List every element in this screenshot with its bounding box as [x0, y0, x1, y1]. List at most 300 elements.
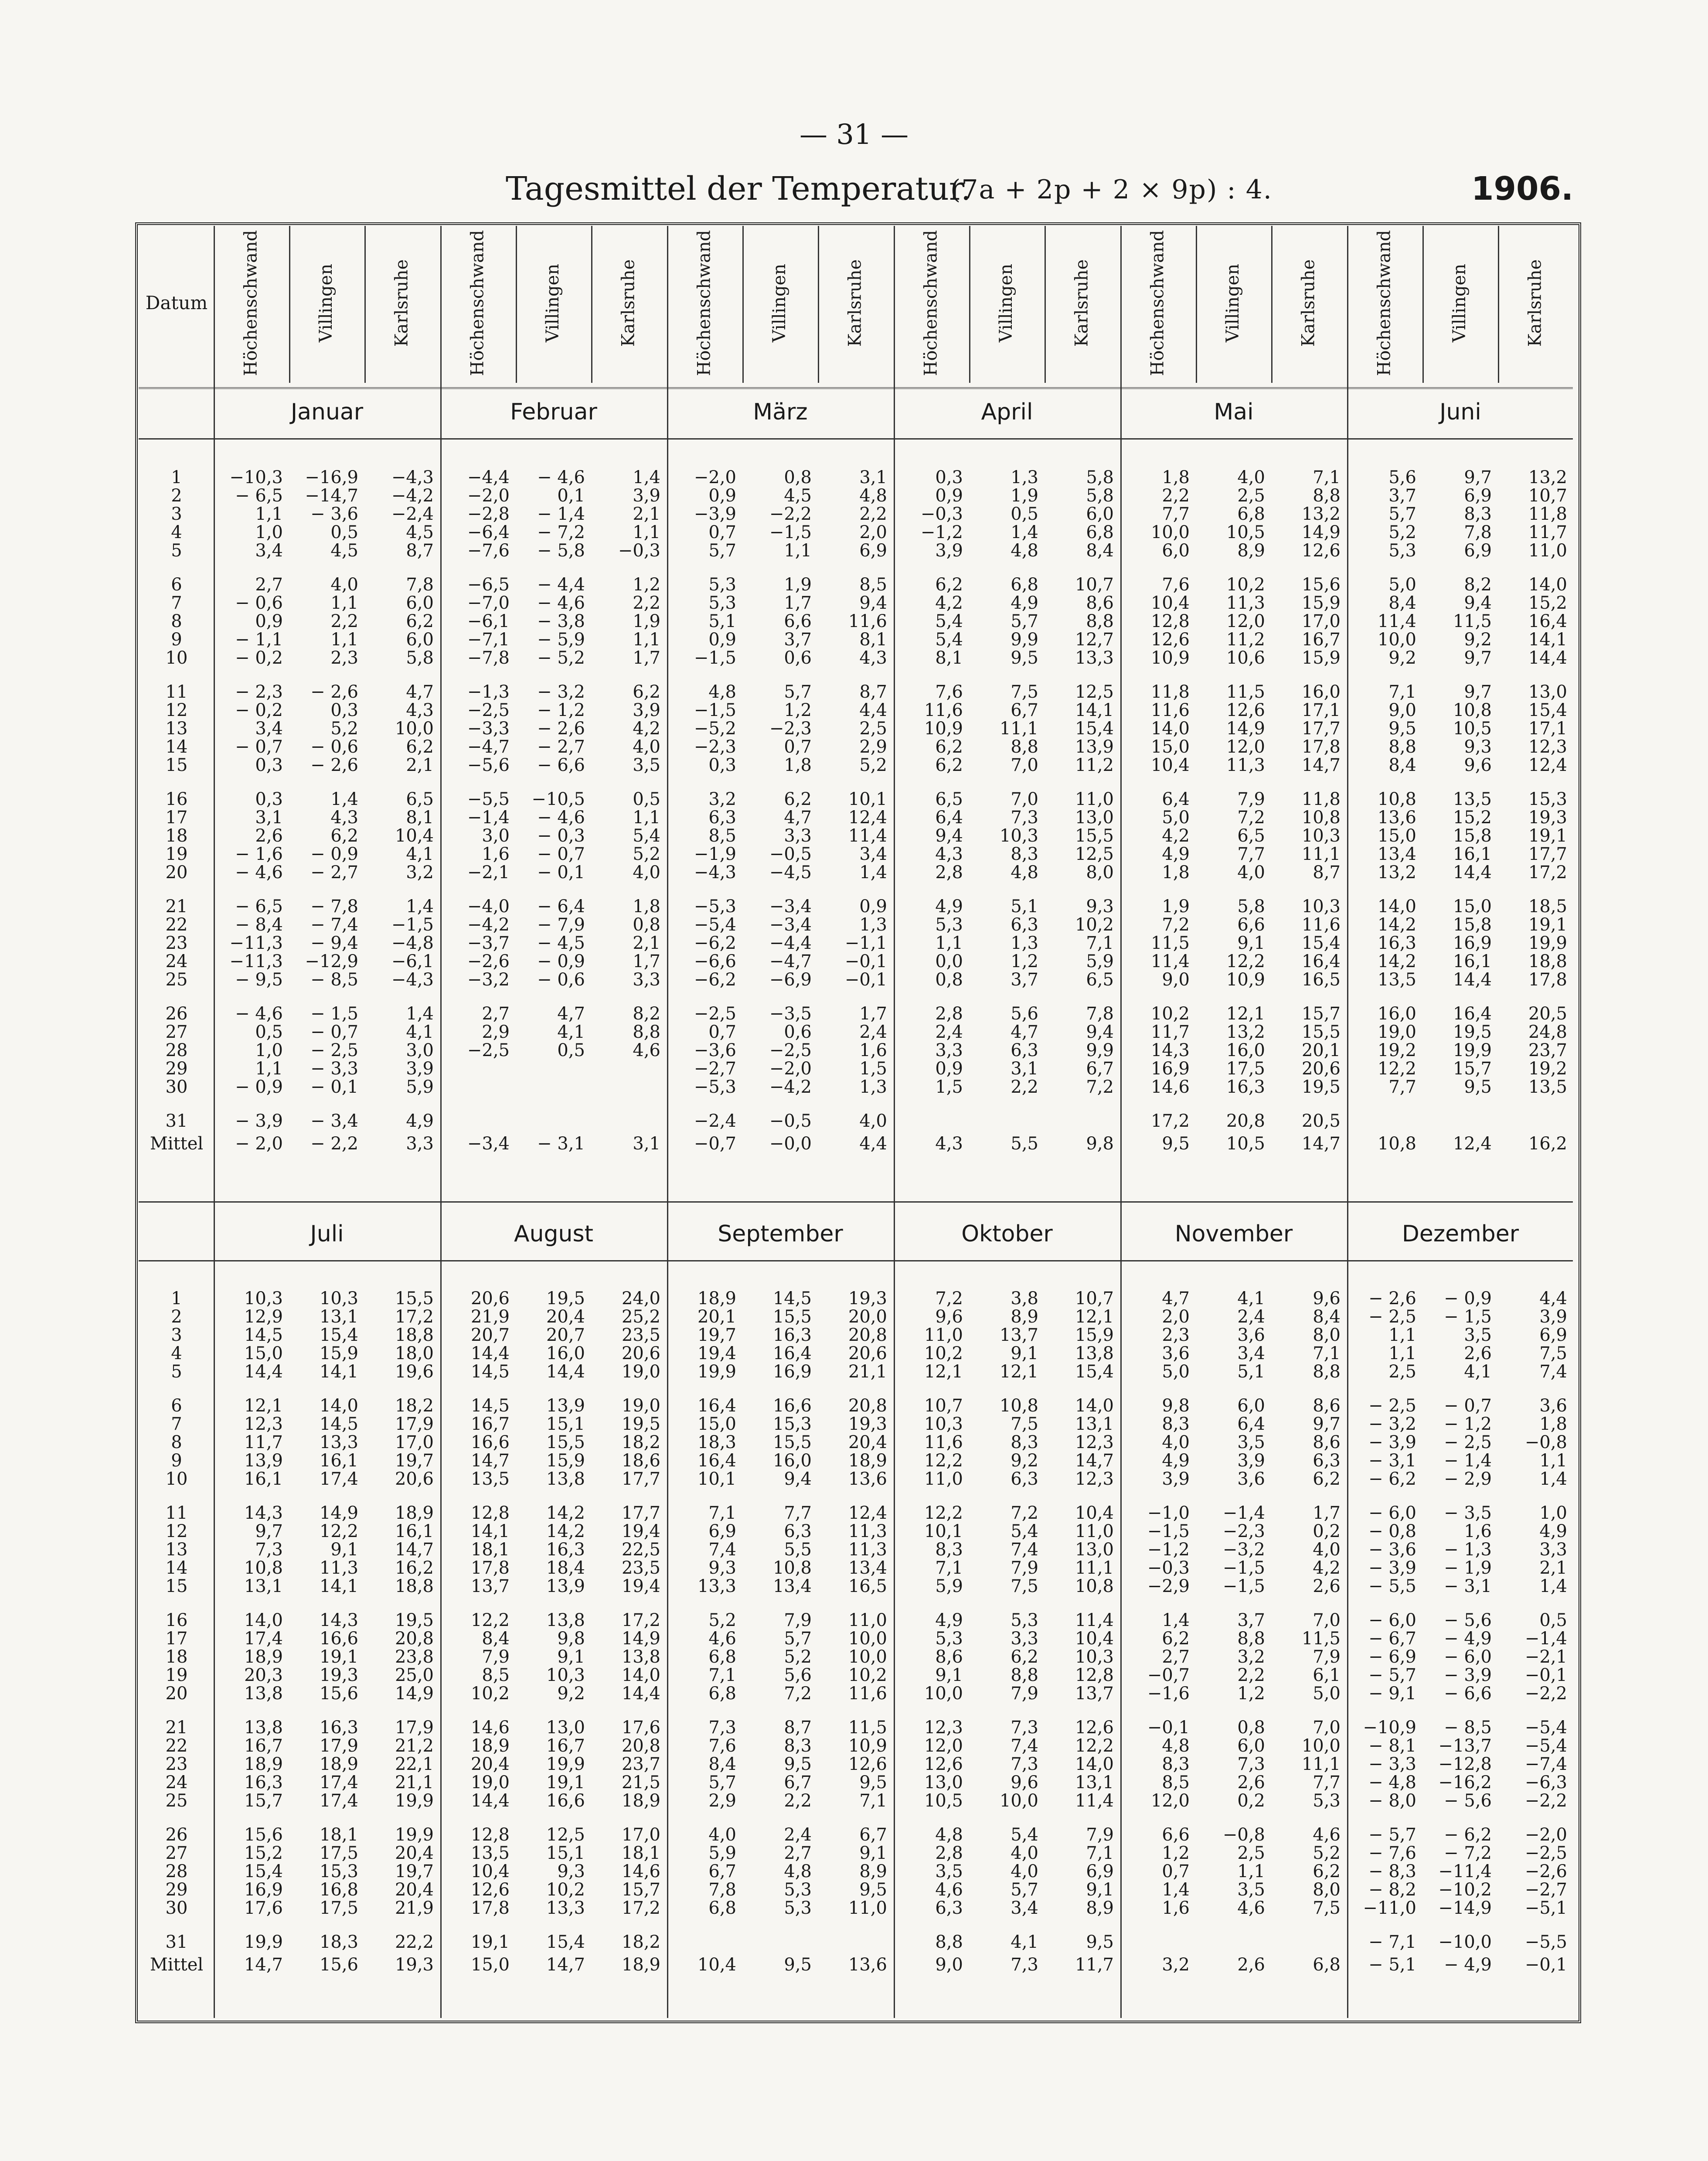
- table-cell: 14,5: [470, 1362, 510, 1382]
- mean-cell: 10,4: [697, 1955, 736, 1975]
- table-cell: − 3,2: [537, 682, 585, 702]
- table-cell: 10,5: [1453, 719, 1492, 739]
- table-cell: 1,1: [784, 541, 812, 561]
- table-cell: 13,8: [621, 1647, 660, 1667]
- table-cell: 18,1: [621, 1843, 660, 1863]
- table-cell: 11,4: [1075, 1791, 1114, 1811]
- day-label: 16: [165, 1610, 188, 1630]
- table-cell: 11,7: [1528, 522, 1567, 542]
- station-header: [1271, 222, 1345, 384]
- mean-cell: 14,7: [244, 1955, 283, 1975]
- table-cell: 0,6: [784, 1022, 812, 1042]
- table-cell: 6,8: [1011, 575, 1038, 595]
- table-cell: − 2,6: [537, 719, 585, 739]
- table-cell: −1,4: [1524, 1629, 1567, 1649]
- table-cell: 14,4: [470, 1791, 510, 1811]
- table-cell: 16,7: [546, 1736, 585, 1756]
- table-cell: 23,5: [621, 1558, 660, 1578]
- table-cell: 3,9: [935, 541, 963, 561]
- table-cell: 4,0: [1011, 1861, 1038, 1882]
- table-cell: 6,8: [708, 1898, 736, 1918]
- table-cell: 17,7: [1301, 719, 1341, 739]
- table-cell: −5,2: [694, 719, 736, 739]
- table-cell: 20,6: [395, 1469, 434, 1489]
- table-cell: − 4,6: [235, 1004, 283, 1024]
- table-cell: 20,3: [244, 1665, 283, 1685]
- table-cell: 0,3: [255, 755, 283, 775]
- table-cell: 11,0: [924, 1469, 963, 1489]
- table-cell: 5,2: [859, 755, 887, 775]
- table-cell: 13,1: [244, 1576, 283, 1596]
- table-cell: − 5,5: [1368, 1576, 1416, 1596]
- table-cell: 2,7: [784, 1843, 812, 1863]
- table-cell: 8,1: [935, 648, 963, 668]
- day-label: 4: [171, 1343, 182, 1363]
- station-name: Höchenschwand: [921, 230, 941, 376]
- table-cell: −4,2: [467, 915, 510, 935]
- table-cell: 5,7: [1011, 1880, 1038, 1900]
- table-cell: 0,9: [708, 630, 736, 650]
- table-cell: 8,7: [859, 682, 887, 702]
- table-cell: −4,3: [391, 970, 434, 990]
- table-cell: 1,1: [330, 593, 358, 613]
- mean-label: Mittel: [150, 1134, 204, 1154]
- table-cell: 8,4: [1388, 755, 1416, 775]
- table-cell: 8,9: [859, 1861, 887, 1882]
- table-cell: 10,7: [1075, 1288, 1114, 1309]
- table-cell: 6,3: [1011, 915, 1038, 935]
- table-cell: 6,2: [1011, 1647, 1038, 1667]
- table-cell: −12,8: [1438, 1754, 1492, 1774]
- table-cell: 7,2: [1162, 915, 1190, 935]
- table-cell: 14,4: [470, 1343, 510, 1363]
- table-cell: 7,0: [1313, 1610, 1341, 1630]
- table-cell: 0,8: [935, 970, 963, 990]
- table-cell: 10,4: [1150, 755, 1190, 775]
- table-cell: 5,5: [784, 1540, 812, 1560]
- table-cell: 1,0: [1539, 1503, 1567, 1523]
- table-cell: 9,4: [1464, 593, 1492, 613]
- table-cell: 4,6: [935, 1880, 963, 1900]
- table-cell: 11,6: [848, 611, 887, 631]
- table-cell: 17,8: [470, 1558, 510, 1578]
- table-cell: 20,4: [395, 1880, 434, 1900]
- table-cell: 5,2: [330, 719, 358, 739]
- table-cell: 4,1: [406, 844, 434, 864]
- table-cell: 15,7: [1301, 1004, 1341, 1024]
- table-cell: 5,9: [708, 1843, 736, 1863]
- table-cell: 19,2: [1528, 1059, 1567, 1079]
- table-cell: 5,8: [1237, 896, 1265, 917]
- table-cell: 2,1: [633, 504, 660, 524]
- table-cell: 3,3: [633, 970, 660, 990]
- table-cell: −5,4: [1524, 1736, 1567, 1756]
- table-cell: 2,7: [255, 575, 283, 595]
- table-cell: 18,8: [395, 1325, 434, 1345]
- table-cell: 11,0: [1528, 541, 1567, 561]
- table-cell: 19,1: [1528, 915, 1567, 935]
- table-cell: 3,8: [1011, 1288, 1038, 1309]
- mean-cell: 18,9: [621, 1955, 660, 1975]
- table-cell: 13,9: [244, 1451, 283, 1471]
- table-cell: 6,8: [708, 1684, 736, 1704]
- table-cell: 7,3: [255, 1540, 283, 1560]
- block-divider: [139, 1201, 1573, 1203]
- table-cell: 9,1: [859, 1843, 887, 1863]
- table-cell: 3,3: [1011, 1629, 1038, 1649]
- table-cell: 9,6: [1464, 755, 1492, 775]
- table-cell: 23,5: [621, 1325, 660, 1345]
- table-cell: − 2,7: [310, 862, 358, 883]
- table-cell: 12,6: [1301, 541, 1341, 561]
- table-cell: 9,5: [859, 1772, 887, 1793]
- table-cell: 2,2: [859, 504, 887, 524]
- mean-cell: 16,2: [1528, 1134, 1567, 1154]
- table-cell: 2,5: [1237, 486, 1265, 506]
- table-cell: 7,1: [1086, 1843, 1114, 1863]
- table-cell: 12,7: [1075, 630, 1114, 650]
- table-cell: 4,0: [1237, 467, 1265, 487]
- mean-cell: − 2,2: [310, 1134, 358, 1154]
- day-label: 7: [171, 593, 182, 613]
- table-cell: 15,7: [621, 1880, 660, 1900]
- table-cell: 11,6: [924, 1432, 963, 1452]
- table-cell: 8,5: [859, 575, 887, 595]
- table-cell: 4,0: [1011, 1843, 1038, 1863]
- table-cell: − 0,7: [235, 737, 283, 757]
- table-cell: 4,8: [935, 1825, 963, 1845]
- table-cell: 9,9: [1011, 630, 1038, 650]
- table-cell: −2,0: [694, 467, 736, 487]
- table-cell: 11,1: [1301, 1754, 1341, 1774]
- mean-cell: 12,4: [1453, 1134, 1492, 1154]
- table-cell: − 1,2: [537, 700, 585, 720]
- table-cell: 8,8: [1011, 737, 1038, 757]
- table-cell: 3,9: [1539, 1307, 1567, 1327]
- table-cell: 5,3: [1011, 1610, 1038, 1630]
- table-cell: 19,4: [621, 1576, 660, 1596]
- table-cell: 1,2: [633, 575, 660, 595]
- table-cell: 8,4: [1313, 1307, 1341, 1327]
- table-cell: 8,5: [482, 1665, 510, 1685]
- table-cell: 10,2: [470, 1684, 510, 1704]
- table-cell: 2,7: [482, 1004, 510, 1024]
- table-cell: 2,4: [784, 1825, 812, 1845]
- table-cell: 15,4: [1528, 700, 1567, 720]
- table-cell: 10,2: [924, 1343, 963, 1363]
- table-cell: − 6,7: [1368, 1629, 1416, 1649]
- table-cell: 2,2: [1011, 1077, 1038, 1097]
- station-name: Villingen: [996, 263, 1016, 343]
- table-cell: − 5,7: [1368, 1665, 1416, 1685]
- table-cell: 19,7: [395, 1861, 434, 1882]
- table-cell: 2,2: [784, 1791, 812, 1811]
- table-cell: −2,4: [391, 504, 434, 524]
- table-cell: 6,4: [1162, 789, 1190, 809]
- table-cell: 12,6: [848, 1754, 887, 1774]
- table-cell: −1,3: [467, 682, 510, 702]
- table-cell: 14,5: [244, 1325, 283, 1345]
- table-cell: 16,0: [1377, 1004, 1416, 1024]
- table-cell: 7,7: [1313, 1772, 1341, 1793]
- table-cell: 6,2: [935, 755, 963, 775]
- table-cell: 8,8: [1011, 1665, 1038, 1685]
- table-cell: 7,8: [1464, 522, 1492, 542]
- table-cell: 17,5: [319, 1898, 358, 1918]
- table-cell: 8,7: [1313, 862, 1341, 883]
- table-cell: −3,3: [467, 719, 510, 739]
- table-cell: − 3,9: [1368, 1432, 1416, 1452]
- table-cell: 10,0: [395, 719, 434, 739]
- table-cell: 1,2: [1011, 951, 1038, 971]
- table-cell: 1,4: [330, 789, 358, 809]
- table-cell: −16,2: [1438, 1772, 1492, 1793]
- table-cell: 16,7: [244, 1736, 283, 1756]
- table-cell: 5,7: [708, 541, 736, 561]
- table-cell: 15,7: [244, 1791, 283, 1811]
- table-cell: 16,7: [1301, 630, 1341, 650]
- table-cell: 1,9: [1011, 486, 1038, 506]
- table-cell: − 8,1: [1368, 1736, 1416, 1756]
- table-cell: 20,6: [848, 1343, 887, 1363]
- table-cell: 6,7: [1011, 700, 1038, 720]
- day-label: 14: [165, 737, 188, 757]
- table-cell: 2,9: [482, 1022, 510, 1042]
- table-cell: 21,9: [395, 1898, 434, 1918]
- table-cell: 12,2: [924, 1451, 963, 1471]
- table-cell: 0,8: [1237, 1718, 1265, 1738]
- mean-cell: 3,1: [633, 1134, 660, 1154]
- table-cell: 9,4: [1086, 1022, 1114, 1042]
- table-cell: 2,2: [1162, 486, 1190, 506]
- table-cell: 1,8: [784, 755, 812, 775]
- table-cell: 24,0: [621, 1288, 660, 1309]
- day-label: 6: [171, 575, 182, 595]
- mean-cell: 9,0: [935, 1955, 963, 1975]
- table-cell: 9,5: [784, 1754, 812, 1774]
- table-cell: 10,3: [244, 1288, 283, 1309]
- table-cell: −1,5: [1147, 1521, 1190, 1541]
- table-cell: 17,2: [621, 1610, 660, 1630]
- table-cell: −5,5: [467, 789, 510, 809]
- table-cell: −3,6: [694, 1040, 736, 1060]
- day-label: 29: [165, 1059, 188, 1079]
- table-cell: 14,0: [621, 1665, 660, 1685]
- table-cell: 5,1: [1011, 896, 1038, 917]
- table-cell: −2,5: [694, 1004, 736, 1024]
- table-cell: −11,3: [229, 933, 283, 953]
- table-cell: 14,0: [1377, 896, 1416, 917]
- table-cell: 13,7: [470, 1576, 510, 1596]
- table-cell: 4,5: [784, 486, 812, 506]
- day-label: 15: [165, 755, 188, 775]
- table-cell: 19,5: [1453, 1022, 1492, 1042]
- table-cell: 18,5: [1528, 896, 1567, 917]
- table-cell: − 0,7: [310, 1022, 358, 1042]
- table-cell: 18,1: [470, 1540, 510, 1560]
- table-cell: 14,7: [1301, 755, 1341, 775]
- datum-label: Datum: [145, 292, 208, 314]
- table-cell: − 6,0: [1444, 1647, 1492, 1667]
- table-cell: 4,8: [859, 486, 887, 506]
- table-cell: 2,9: [708, 1791, 736, 1811]
- table-cell: −0,7: [1147, 1665, 1190, 1685]
- table-cell: −0,5: [769, 844, 812, 864]
- table-cell: − 0,9: [310, 844, 358, 864]
- table-cell: 6,7: [708, 1861, 736, 1882]
- table-cell: 13,1: [1075, 1414, 1114, 1434]
- table-cell: − 0,9: [235, 1077, 283, 1097]
- table-cell: 15,2: [1453, 808, 1492, 828]
- table-cell: 10,8: [1075, 1576, 1114, 1596]
- table-cell: 20,4: [470, 1754, 510, 1774]
- table-cell: 19,9: [395, 1791, 434, 1811]
- table-cell: −4,8: [391, 933, 434, 953]
- table-cell: 8,3: [1011, 1432, 1038, 1452]
- table-cell: − 7,9: [537, 915, 585, 935]
- table-cell: −4,7: [769, 951, 812, 971]
- table-cell: 7,8: [1086, 1004, 1114, 1024]
- table-cell: 14,7: [395, 1540, 434, 1560]
- table-cell: − 0,1: [537, 862, 585, 883]
- mean-label: Mittel: [150, 1955, 204, 1975]
- mean-cell: 3,2: [1162, 1955, 1190, 1975]
- table-cell: 6,2: [935, 737, 963, 757]
- table-cell: 1,1: [1539, 1451, 1567, 1471]
- table-cell: 14,4: [244, 1362, 283, 1382]
- station-name: Karlsruhe: [391, 259, 412, 347]
- table-cell: 9,2: [557, 1684, 585, 1704]
- table-cell: 15,0: [1377, 826, 1416, 846]
- table-cell: 14,5: [319, 1414, 358, 1434]
- table-cell: 12,1: [1075, 1307, 1114, 1327]
- table-cell: 0,0: [935, 951, 963, 971]
- table-cell: 4,0: [1162, 1432, 1190, 1452]
- table-cell: −2,2: [769, 504, 812, 524]
- table-cell: 3,6: [1237, 1325, 1265, 1345]
- table-cell: 9,7: [255, 1521, 283, 1541]
- table-cell: 2,2: [330, 611, 358, 631]
- table-cell: 19,3: [319, 1665, 358, 1685]
- table-cell: 5,4: [935, 611, 963, 631]
- day-label: 23: [165, 1754, 188, 1774]
- table-cell: 11,1: [1301, 844, 1341, 864]
- table-cell: 3,9: [633, 700, 660, 720]
- table-cell: 5,3: [784, 1880, 812, 1900]
- table-cell: −1,5: [694, 700, 736, 720]
- table-cell: 21,2: [395, 1736, 434, 1756]
- table-cell: 16,6: [546, 1791, 585, 1811]
- table-cell: 10,1: [848, 789, 887, 809]
- table-cell: 14,9: [319, 1503, 358, 1523]
- table-cell: 6,2: [406, 611, 434, 631]
- table-cell: 21,1: [848, 1362, 887, 1382]
- mean-cell: 13,6: [848, 1955, 887, 1975]
- table-cell: 12,8: [470, 1825, 510, 1845]
- table-cell: 3,6: [1162, 1343, 1190, 1363]
- day-label: 4: [171, 522, 182, 542]
- table-cell: − 2,6: [310, 682, 358, 702]
- table-cell: 15,9: [319, 1343, 358, 1363]
- table-cell: 12,2: [470, 1610, 510, 1630]
- table-cell: 4,4: [1539, 1288, 1567, 1309]
- table-cell: 0,8: [784, 467, 812, 487]
- table-cell: 10,2: [848, 1665, 887, 1685]
- table-cell: 14,2: [546, 1521, 585, 1541]
- table-cell: 19,0: [621, 1396, 660, 1416]
- station-name: Höchenschwand: [241, 230, 261, 376]
- table-cell: 17,6: [621, 1718, 660, 1738]
- table-cell: −7,8: [467, 648, 510, 668]
- table-cell: 13,4: [848, 1558, 887, 1578]
- table-cell: − 0,1: [310, 1077, 358, 1097]
- table-cell: 16,6: [470, 1432, 510, 1452]
- table-cell: 1,1: [935, 933, 963, 953]
- table-cell: 14,1: [470, 1521, 510, 1541]
- table-cell: 5,2: [784, 1647, 812, 1667]
- table-cell: 8,8: [633, 1022, 660, 1042]
- table-cell: − 5,8: [537, 541, 585, 561]
- table-cell: 13,3: [546, 1898, 585, 1918]
- table-cell: 10,4: [470, 1861, 510, 1882]
- table-cell: −4,2: [769, 1077, 812, 1097]
- table-cell: 12,4: [1528, 755, 1567, 775]
- table-cell: 17,1: [1301, 700, 1341, 720]
- table-cell: 6,6: [1162, 1825, 1190, 1845]
- table-cell: 18,3: [319, 1932, 358, 1952]
- table-cell: 16,4: [772, 1343, 812, 1363]
- table-cell: 13,5: [1528, 1077, 1567, 1097]
- table-cell: 16,0: [546, 1343, 585, 1363]
- table-cell: 1,4: [859, 862, 887, 883]
- table-cell: −1,5: [694, 648, 736, 668]
- day-label: 9: [171, 630, 182, 650]
- table-cell: −5,3: [694, 1077, 736, 1097]
- table-cell: −3,5: [769, 1004, 812, 1024]
- table-cell: −2,0: [769, 1059, 812, 1079]
- table-cell: 12,4: [848, 1503, 887, 1523]
- table-cell: − 0,3: [537, 826, 585, 846]
- mean-cell: − 2,0: [235, 1134, 283, 1154]
- table-cell: − 6,5: [235, 486, 283, 506]
- table-cell: 0,5: [1539, 1610, 1567, 1630]
- table-cell: 13,5: [1377, 970, 1416, 990]
- table-cell: 2,8: [935, 862, 963, 883]
- table-cell: − 1,4: [537, 504, 585, 524]
- table-cell: 8,1: [859, 630, 887, 650]
- table-cell: 0,5: [633, 789, 660, 809]
- station-header: [591, 222, 665, 384]
- table-cell: 9,7: [1313, 1414, 1341, 1434]
- table-cell: −0,5: [769, 1111, 812, 1131]
- table-cell: 17,7: [621, 1469, 660, 1489]
- table-cell: 8,6: [1313, 1396, 1341, 1416]
- table-cell: −1,5: [391, 915, 434, 935]
- table-cell: 14,2: [1377, 951, 1416, 971]
- table-cell: 7,3: [1237, 1754, 1265, 1774]
- table-cell: 15,5: [772, 1307, 812, 1327]
- table-cell: 1,3: [859, 915, 887, 935]
- table-cell: −6,1: [467, 611, 510, 631]
- table-cell: − 3,5: [1444, 1503, 1492, 1523]
- month-rule: [139, 1260, 1573, 1261]
- table-cell: − 3,1: [1368, 1451, 1416, 1471]
- month-label: Februar: [510, 399, 597, 425]
- table-cell: 7,7: [1237, 844, 1265, 864]
- table-cell: 4,9: [1539, 1521, 1567, 1541]
- table-cell: − 7,6: [1368, 1843, 1416, 1863]
- table-cell: 7,2: [1011, 1503, 1038, 1523]
